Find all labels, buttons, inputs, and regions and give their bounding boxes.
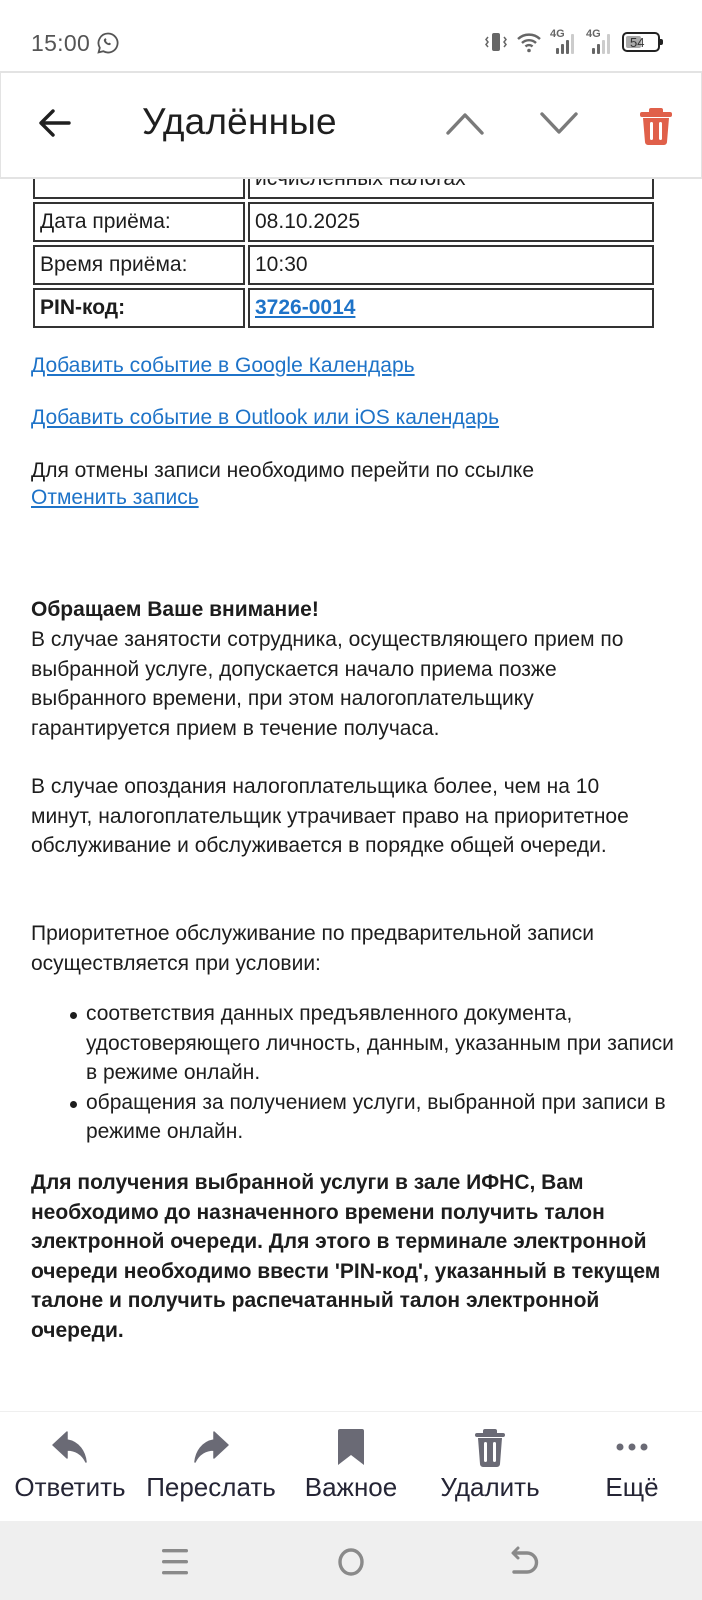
pin-code-link[interactable]: 3726-0014 bbox=[255, 296, 356, 319]
status-icons bbox=[484, 30, 660, 54]
arrow-left-icon[interactable] bbox=[35, 103, 75, 143]
email-body[interactable] bbox=[0, 150, 702, 1410]
more-button[interactable]: Ещё bbox=[572, 1412, 692, 1522]
table-value bbox=[248, 288, 654, 328]
signal-4g-icon: 4G bbox=[550, 30, 578, 54]
folder-title: Удалённые bbox=[142, 101, 337, 142]
bookmark-icon bbox=[330, 1426, 372, 1468]
menu-icon[interactable] bbox=[158, 1545, 192, 1579]
forward-icon bbox=[190, 1426, 232, 1468]
important-button[interactable]: Важное bbox=[294, 1412, 408, 1522]
system-nav-bar bbox=[0, 1521, 702, 1600]
reply-button[interactable]: Ответить bbox=[10, 1412, 130, 1522]
wifi-icon bbox=[516, 31, 542, 53]
whatsapp-icon bbox=[96, 31, 120, 55]
back-icon[interactable] bbox=[508, 1545, 542, 1579]
list-item: обращения за получением услуги, выбранной при записи в режиме онлайн. bbox=[86, 1088, 676, 1147]
more-icon bbox=[611, 1426, 653, 1468]
vibrate-icon bbox=[484, 31, 508, 53]
list-item: соответствия данных предъявленного документа, удостоверяющего личность, данным, указанным при записи в режиме онлайн. bbox=[86, 999, 676, 1088]
paragraph-1: В случае занятости сотрудника, осуществляющего прием по выбранной услуге, допускается начало приема позже выбранного времени, при этом налогоплательщику гарантируется прием в течение получаса. bbox=[31, 628, 624, 740]
delete-button[interactable]: Удалить bbox=[430, 1412, 550, 1522]
paragraph-2: В случае опоздания налогоплательщика более, чем на 10 минут, налогоплательщик утрачивает право на приоритетное обслуживание и обслуживается в порядке общей очереди. bbox=[31, 775, 629, 857]
table-value: 10:30 bbox=[248, 245, 654, 285]
paragraph-3: Приоритетное обслуживание по предварительной записи осуществляется при условии: bbox=[31, 922, 595, 975]
table-key: PIN-код: bbox=[33, 288, 245, 328]
chevron-down-icon[interactable] bbox=[539, 109, 579, 137]
attention-title: Обращаем Ваше внимание! bbox=[31, 598, 319, 621]
cancel-appointment-link[interactable]: Отменить запись bbox=[31, 486, 199, 509]
outlook-calendar-link[interactable]: Добавить событие в Outlook или iOS календарь bbox=[31, 406, 500, 429]
message-toolbar bbox=[0, 1411, 702, 1521]
battery-icon bbox=[622, 32, 660, 52]
final-instructions: Для получения выбранной услуги в зале ИФНС, Вам необходимо до назначенного времени получить талон электронной очереди. Для этого в терминале электронной очереди необходимо ввести 'PIN-код', указанный в текущем талоне и получить распечатанный талон электронной очереди. bbox=[31, 1171, 661, 1342]
table-key: Дата приёма: bbox=[33, 202, 245, 242]
trash-icon[interactable] bbox=[639, 105, 673, 145]
cancel-intro-text: Для отмены записи необходимо перейти по ссылке bbox=[31, 459, 534, 482]
reply-icon bbox=[49, 1426, 91, 1468]
forward-button[interactable]: Переслать bbox=[143, 1412, 279, 1522]
table-row bbox=[33, 245, 654, 285]
conditions-list bbox=[86, 999, 676, 1147]
table-value: 08.10.2025 bbox=[248, 202, 654, 242]
signal-4g-icon: 4G bbox=[586, 30, 614, 54]
status-time: 15:00 bbox=[31, 30, 91, 56]
google-calendar-link[interactable]: Добавить событие в Google Календарь bbox=[31, 354, 415, 377]
table-row bbox=[33, 202, 654, 242]
status-bar bbox=[0, 0, 702, 72]
home-icon[interactable] bbox=[334, 1545, 368, 1579]
table-row bbox=[33, 288, 654, 328]
battery-level: 54 bbox=[630, 34, 645, 50]
app-header bbox=[0, 71, 702, 179]
chevron-up-icon[interactable] bbox=[445, 109, 485, 137]
table-key: Время приёма: bbox=[33, 245, 245, 285]
trash-icon bbox=[469, 1426, 511, 1468]
